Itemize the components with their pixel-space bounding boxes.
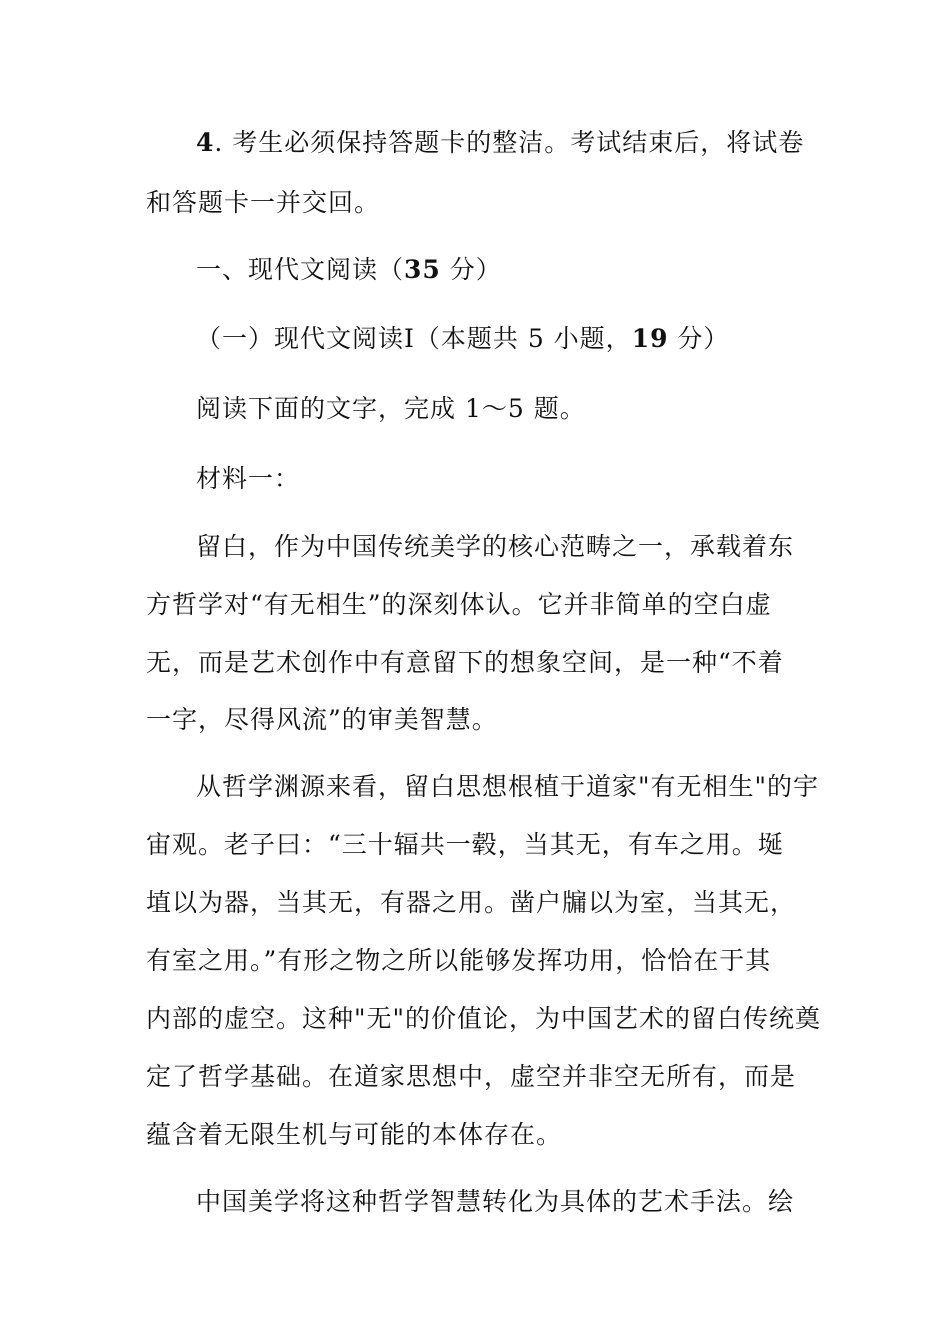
- paragraph-2-line-4: 有室之用。”有形之物之所以能够发挥功用，恰恰在于其: [146, 946, 772, 975]
- paragraph-2-line-1: 从哲学渊源来看，留白思想根植于道家"有无相生"的宇: [196, 772, 820, 801]
- section-heading-prefix: 一、现代文阅读（: [196, 255, 405, 284]
- subsection-heading: [196, 322, 950, 356]
- notice-number: 4: [196, 128, 215, 157]
- paragraph-1-line-3: 无，而是艺术创作中有意留下的想象空间，是一种“不着: [146, 648, 784, 677]
- paragraph-2-line-2: 宙观。老子曰：“三十辐共一毂，当其无，有车之用。埏: [146, 830, 784, 859]
- notice-line-2: 和答题卡一并交回。: [146, 188, 381, 217]
- paragraph-3-line-1: 中国美学将这种哲学智慧转化为具体的艺术手法。绘: [196, 1187, 795, 1216]
- paragraph-2-line-7: 蕴含着无限生机与可能的本体存在。: [146, 1120, 563, 1149]
- subsection-heading-suffix: 分）: [668, 324, 730, 353]
- instruction-range: 1～5: [464, 394, 525, 423]
- section-heading: [196, 253, 950, 287]
- paragraph-2-line-6: 定了哲学基础。在道家思想中，虚空并非空无所有，而是: [146, 1062, 797, 1091]
- notice-text-1: . 考生必须保持答题卡的整洁。考试结束后，将试卷: [214, 128, 805, 157]
- paragraph-2-line-5: 内部的虚空。这种"无"的价值论，为中国艺术的留白传统奠: [146, 1004, 822, 1033]
- section-heading-suffix: 分）: [440, 255, 502, 284]
- instruction-prefix: 阅读下面的文字，完成: [196, 394, 465, 423]
- material-label: 材料一：: [196, 464, 301, 493]
- subsection-heading-middle: 小题，: [544, 324, 632, 353]
- instruction-suffix: 题。: [524, 394, 586, 423]
- paragraph-2-line-3: 埴以为器，当其无，有器之用。凿户牖以为室，当其无，: [146, 888, 797, 917]
- subsection-heading-prefix: （一）现代文阅读Ⅰ（本题共: [196, 324, 528, 353]
- section-score: 35: [404, 255, 441, 284]
- paragraph-1-line-4: 一字，尽得风流”的审美智慧。: [146, 705, 498, 734]
- paragraph-1-line-2: 方哲学对“有无相生”的深刻体认。它并非简单的空白虚: [146, 590, 772, 619]
- subsection-score: 19: [631, 324, 669, 353]
- subsection-question-count: 5: [527, 324, 545, 353]
- notice-line-1: [196, 126, 950, 160]
- paragraph-1-line-1: 留白，作为中国传统美学的核心范畴之一，承载着东: [196, 532, 795, 561]
- reading-instruction: [196, 392, 950, 426]
